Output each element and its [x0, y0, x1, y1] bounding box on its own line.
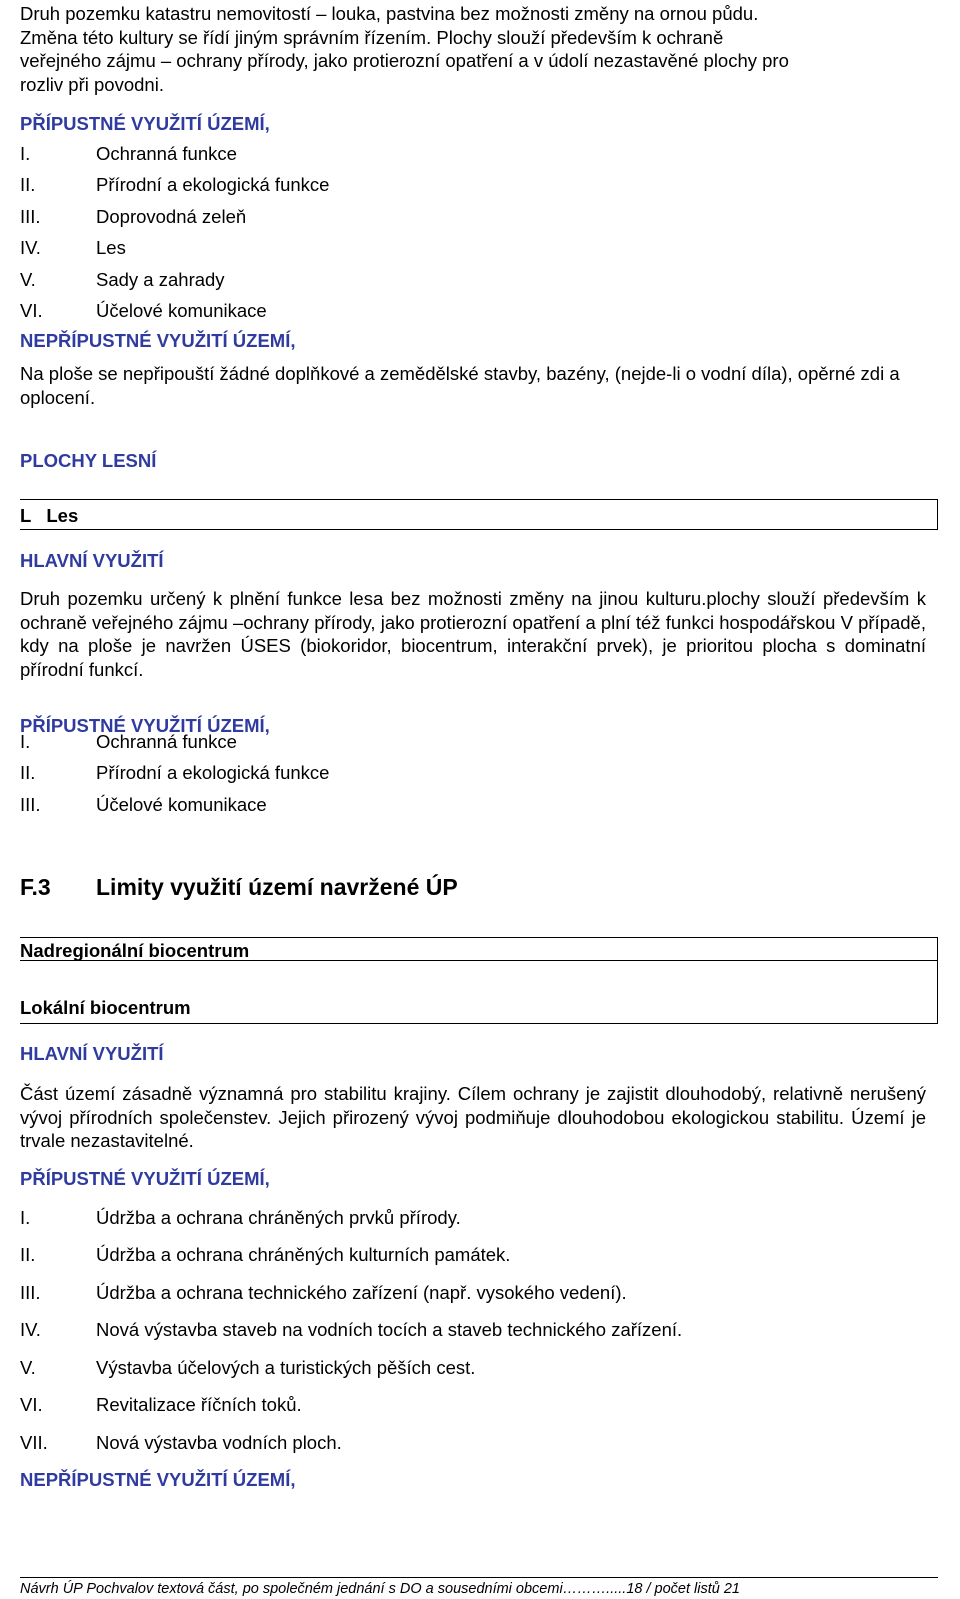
list-number: IV.: [20, 237, 41, 259]
forbidden-use-text: Na ploše se nepřipouští žádné doplňkové a zemědělské stavby, bazény, (nejde-li o vodní díla), opěrné zdi a oplocení.: [20, 363, 900, 408]
box-line: Nadregionální biocentrum: [20, 940, 250, 961]
list-item: [20, 1424, 920, 1462]
chapter-title: Limity využití území navržené ÚP: [96, 874, 458, 900]
list-number: V.: [20, 268, 36, 290]
box-divider: [20, 960, 937, 961]
list-text: Doprovodná zeleň: [96, 205, 247, 227]
forbidden-use-heading: NEPŘÍPUSTNÉ VYUŽITÍ ÚZEMÍ,: [20, 330, 296, 351]
list-item: [20, 1274, 920, 1312]
list-text: Přírodní a ekologická funkce: [96, 174, 330, 196]
list-number: II.: [20, 174, 36, 196]
list-text: Přírodní a ekologická funkce: [96, 762, 330, 784]
list-item: [20, 726, 620, 758]
list-number: III.: [20, 1281, 41, 1303]
permitted-use-list: [20, 726, 620, 821]
permitted-use-heading: PŘÍPUSTNÉ VYUŽITÍ ÚZEMÍ,: [20, 1168, 270, 1189]
list-text: Ochranná funkce: [96, 730, 237, 752]
intro-line: rozliv při povodni.: [20, 73, 164, 95]
list-number: V.: [20, 1356, 36, 1378]
list-item: [20, 296, 620, 328]
list-item: [20, 1349, 920, 1387]
list-number: VI.: [20, 1394, 43, 1416]
list-text: Revitalizace říčních toků.: [96, 1394, 302, 1416]
intro-line: Změna této kultury se řídí jiným správním řízením. Plochy slouží především k ochraně: [20, 26, 724, 48]
permitted-use-heading: PŘÍPUSTNÉ VYUŽITÍ ÚZEMÍ,: [20, 113, 270, 134]
list-number: III.: [20, 205, 41, 227]
list-item: [20, 1312, 920, 1350]
main-use-text: Druh pozemku určený k plnění funkce lesa bez možnosti změny na jinou kulturu.plochy slouží především k ochraně veřejného zájmu –ochrany přírody, jako protierozní opatření a plní též funkci hospodářskou V případě, kdy na ploše je navržen ÚSES (biokoridor, biocentrum, interakční prvek), je prioritou plocha s dominatní přírodní funkcí.: [20, 588, 926, 680]
list-item: [20, 1199, 920, 1237]
list-text: Údržba a ochrana chráněných kulturních památek.: [96, 1244, 511, 1266]
list-number: III.: [20, 793, 41, 815]
list-item: [20, 264, 620, 296]
list-number: II.: [20, 1244, 36, 1266]
land-use-box-label: L Les: [20, 499, 938, 530]
page-footer: Návrh ÚP Pochvalov textová část, po společném jednání s DO a sousedními obcemi……….....18 / počet listů 21: [20, 1577, 938, 1597]
list-number: I.: [20, 730, 31, 752]
list-number: IV.: [20, 1319, 41, 1341]
list-text: Les: [96, 237, 126, 259]
list-number: VI.: [20, 300, 43, 322]
main-use-text: Část území zásadně významná pro stabilitu krajiny. Cílem ochrany je zajistit dlouhodobý, relativně nerušený vývoj přírodních společenstev. Jejich přirozený vývoj podmiňuje dlouhodobou ekologickou stabilitu. Území je trvale nezastavitelné.: [20, 1083, 926, 1151]
list-text: Sady a zahrady: [96, 268, 225, 290]
list-item: [20, 758, 620, 790]
permitted-use-list: [20, 1199, 920, 1462]
list-text: Nová výstavba staveb na vodních tocích a staveb technického zařízení.: [96, 1319, 683, 1341]
chapter-heading: [20, 874, 458, 901]
section-heading: PLOCHY LESNÍ: [20, 450, 157, 471]
list-item: [20, 233, 620, 265]
list-item: [20, 138, 620, 170]
list-item: [20, 201, 620, 233]
intro-line: veřejného zájmu – ochrany přírody, jako protierozní opatření a v údolí nezastavěné plochy pro: [20, 50, 789, 71]
permitted-use-list: [20, 138, 620, 327]
permitted-use-heading: PŘÍPUSTNÉ VYUŽITÍ ÚZEMÍ,: [20, 715, 270, 736]
list-text: Údržba a ochrana chráněných prvků přírody.: [96, 1206, 461, 1228]
list-number: I.: [20, 1206, 31, 1228]
list-item: [20, 1237, 920, 1275]
list-text: Údržba a ochrana technického zařízení (např. vysokého vedení).: [96, 1281, 627, 1303]
list-number: VII.: [20, 1431, 48, 1453]
box-line: Lokální biocentrum: [20, 997, 191, 1018]
list-text: Nová výstavba vodních ploch.: [96, 1431, 342, 1453]
biocentrum-box: [20, 937, 938, 1024]
list-item: [20, 1387, 920, 1425]
intro-paragraph: [20, 2, 938, 96]
intro-line: Druh pozemku katastru nemovitostí – louka, pastvina bez možnosti změny na ornou půdu.: [20, 3, 759, 24]
list-text: Výstavba účelových a turistických pěších cest.: [96, 1356, 476, 1378]
list-text: Účelové komunikace: [96, 300, 267, 322]
forbidden-use-heading: NEPŘÍPUSTNÉ VYUŽITÍ ÚZEMÍ,: [20, 1469, 296, 1490]
main-use-heading: HLAVNÍ VYUŽITÍ: [20, 1043, 164, 1064]
main-use-heading: HLAVNÍ VYUŽITÍ: [20, 550, 164, 571]
list-text: Ochranná funkce: [96, 142, 237, 164]
chapter-number: F.3: [20, 874, 51, 900]
list-text: Účelové komunikace: [96, 793, 267, 815]
list-number: I.: [20, 142, 31, 164]
list-item: [20, 170, 620, 202]
list-item: [20, 789, 620, 821]
list-number: II.: [20, 762, 36, 784]
